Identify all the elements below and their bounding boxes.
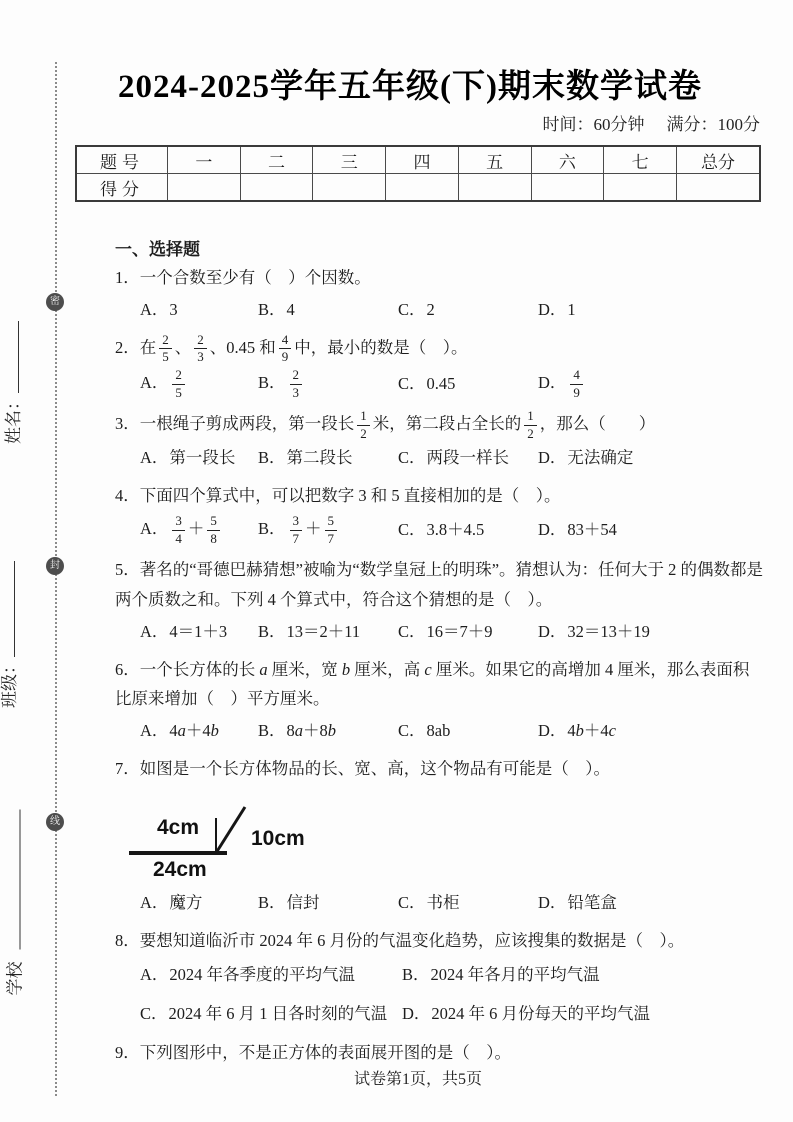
option-letter: C． [398, 374, 426, 394]
fraction-numerator: 2 [172, 368, 185, 385]
name-label: 姓名： [4, 393, 23, 444]
text-segment: ＋8 [303, 720, 328, 740]
text-segment: 7．如图是一个长方体物品的长、宽、高，这个物品有可能是（ ）。 [115, 759, 610, 779]
seal-dashed-line [55, 62, 57, 1096]
text-segment: 8．要想知道临沂市 2024 年 6 月份的气温变化趋势，应该搜集的数据是（ ）。 [115, 930, 685, 950]
text-segment: 4 [169, 720, 178, 740]
option-D [538, 444, 765, 472]
fraction-numerator: 4 [570, 368, 583, 385]
option-C [398, 370, 538, 398]
fraction [172, 368, 185, 400]
text-segment: 16＝7＋9 [426, 621, 493, 641]
option-letter: D． [538, 520, 567, 540]
option-letter: C． [398, 299, 426, 319]
text-segment: 4＝1＋3 [169, 621, 228, 641]
score-empty-cell [458, 174, 531, 202]
option-letter: B． [258, 372, 286, 392]
height-line [216, 807, 245, 853]
fraction-numerator: 5 [325, 514, 338, 531]
section-title: 一、选择题 [115, 240, 200, 259]
text-segment: 魔方 [169, 892, 203, 912]
text-segment: 厘米，宽 [267, 659, 342, 679]
text-segment: 厘米，高 [350, 659, 425, 679]
fraction-denominator: 4 [175, 530, 182, 546]
text-segment: 2．在 [115, 337, 157, 357]
option-letter: B． [258, 299, 286, 319]
text-segment: 无法确定 [567, 448, 634, 468]
score-cell-header: 四 [386, 146, 459, 174]
school-field [1, 810, 26, 996]
text-segment: ＋ [305, 518, 322, 538]
question-text [115, 333, 765, 365]
text-segment: 1 [567, 299, 576, 319]
text-segment: 3 [169, 299, 178, 319]
question-text [115, 926, 765, 956]
score-table-header-row [76, 146, 760, 174]
text-segment: 5．著名的“哥德巴赫猜想”被喻为“数学皇冠上的明珠”。猜想认为：任何大于 2 的偶数都是两个质数之和。下列 4 个算式中，符合这个猜想的是（ ）。 [115, 560, 764, 609]
fraction-numerator: 2 [290, 368, 303, 385]
score-table [75, 145, 761, 202]
questions [115, 256, 765, 1069]
fraction-denominator: 2 [360, 425, 367, 441]
score-cell-header: 一 [168, 146, 241, 174]
dimensions-diagram [115, 796, 330, 880]
fraction [194, 333, 207, 365]
score-empty-cell [604, 174, 677, 202]
fraction-denominator: 9 [573, 384, 580, 400]
options-group [115, 368, 765, 400]
question-2 [115, 333, 765, 400]
option-B [258, 444, 398, 472]
fraction-numerator: 4 [279, 333, 292, 350]
option-letter: C． [398, 621, 426, 641]
fraction [172, 514, 185, 546]
option-letter: C． [398, 892, 426, 912]
question-text [115, 754, 765, 784]
text-segment: 3．一根绳子剪成两段，第一段长 [115, 414, 355, 434]
text-segment: ＋4 [185, 720, 211, 740]
score-cell-header: 总分 [677, 146, 761, 174]
score-empty-cell [168, 174, 241, 202]
options-group [115, 717, 765, 745]
option-letter: C． [398, 520, 426, 540]
question-text [115, 409, 765, 441]
option-A [140, 514, 258, 546]
fraction [570, 368, 583, 400]
option-A [140, 618, 258, 646]
text-segment: 米，第二段占全长的 [372, 414, 522, 434]
text-segment: 信封 [286, 892, 320, 912]
fraction-numerator: 2 [194, 333, 207, 350]
text-segment: 83＋54 [567, 520, 617, 540]
fraction-denominator: 7 [292, 530, 300, 546]
text-segment: ＋ [187, 518, 205, 538]
italic-variable: b [341, 659, 351, 679]
option-A [140, 717, 258, 745]
width-dimension-label: 4cm [157, 815, 200, 839]
text-segment: 32＝13＋19 [567, 621, 650, 641]
score-cell-header: 二 [240, 146, 313, 174]
length-dimension-label: 24cm [153, 857, 207, 880]
option-letter: C． [398, 720, 426, 740]
score-cell-header: 六 [531, 146, 604, 174]
fraction-numerator: 3 [290, 514, 303, 531]
question-4 [115, 481, 765, 546]
option-D [538, 717, 765, 745]
option-C [398, 444, 538, 472]
option-letter: C． [398, 448, 426, 468]
question-text [115, 555, 765, 614]
text-segment: 4 [286, 299, 295, 319]
italic-variable: c [608, 720, 616, 740]
name-field [0, 321, 24, 444]
text-segment: 4 [567, 720, 576, 740]
question-number-header: 题号 [76, 146, 168, 174]
score-row-label: 得分 [76, 174, 168, 202]
fraction [159, 333, 172, 365]
seal-stamp-mi: 密 [46, 293, 64, 311]
option-letter: A． [140, 621, 169, 641]
option-B [258, 514, 398, 546]
class-blank-line [0, 561, 15, 657]
option-C [140, 1000, 402, 1028]
score-empty-cell [531, 174, 604, 202]
option-letter: A． [140, 518, 169, 538]
text-segment: 2024 年各季度的平均气温 [169, 965, 356, 985]
text-segment: 、 [174, 337, 192, 357]
text-segment: 1．一个合数至少有（ ）个因数。 [115, 268, 371, 287]
fraction [290, 514, 303, 546]
question-1 [115, 263, 765, 324]
text-segment: 2024 年各月的平均气温 [430, 965, 600, 985]
text-segment: 0.45 [426, 374, 456, 394]
option-letter: A． [140, 372, 169, 392]
option-A [140, 961, 402, 989]
question-text [115, 481, 765, 511]
options-group [115, 618, 765, 646]
options-group [115, 444, 765, 472]
text-segment: 书柜 [426, 892, 460, 912]
option-letter: B． [258, 892, 286, 912]
question-7 [115, 754, 765, 917]
italic-variable: a [177, 720, 186, 740]
question-3 [115, 409, 765, 472]
fraction-numerator: 1 [357, 409, 370, 426]
fraction-numerator: 5 [207, 514, 220, 531]
option-letter: C． [140, 1003, 168, 1023]
option-D [538, 889, 765, 917]
fraction-denominator: 3 [292, 384, 300, 400]
score-empty-cell [386, 174, 459, 202]
option-B [258, 368, 398, 400]
option-letter: B． [258, 518, 286, 538]
fraction-denominator: 5 [162, 349, 169, 365]
fraction [357, 409, 370, 441]
option-D [538, 296, 765, 324]
class-label: 班级： [0, 657, 19, 708]
option-letter: B． [258, 448, 286, 468]
question-8 [115, 926, 765, 1028]
text-segment: 8 [286, 720, 295, 740]
seal-stamp-xian: 线 [46, 813, 64, 831]
score-empty-cell [240, 174, 313, 202]
fraction [524, 409, 537, 441]
score-cell-header: 五 [458, 146, 531, 174]
option-C [398, 618, 538, 646]
option-C [398, 717, 538, 745]
question-text [115, 655, 765, 714]
option-letter: D． [538, 621, 567, 641]
italic-variable: b [327, 720, 337, 740]
school-label: 学校 [5, 961, 25, 996]
option-D [402, 1000, 765, 1028]
class-field [0, 561, 20, 708]
text-segment: 第一段长 [169, 448, 236, 468]
question-text [115, 263, 765, 293]
exam-title: 2024-2025学年五年级(下)期末数学试卷 [118, 69, 702, 105]
option-letter: B． [258, 720, 286, 740]
fraction [325, 514, 338, 546]
time-limit: 时间：60分钟 [542, 115, 645, 134]
text-segment: 中，最小的数是（ ）。 [294, 337, 468, 357]
fraction-denominator: 2 [527, 425, 534, 441]
score-table-score-row [76, 174, 760, 202]
text-segment: 2024 年 6 月 1 日各时刻的气温 [168, 1003, 388, 1023]
text-segment: 9．下列图形中，不是正方体的表面展开图的是（ ）。 [115, 1042, 511, 1062]
score-cell-header: 七 [604, 146, 677, 174]
option-letter: D． [538, 448, 567, 468]
options-group [115, 514, 765, 546]
text-segment: 3.8＋4.5 [426, 520, 485, 540]
option-B [258, 889, 398, 917]
fraction-numerator: 1 [524, 409, 537, 426]
page-footer: 试卷第1页，共5页 [353, 1071, 482, 1088]
fraction-denominator: 8 [210, 530, 217, 546]
italic-variable: c [424, 659, 432, 679]
option-D [538, 516, 765, 544]
fraction [279, 333, 292, 365]
italic-variable: a [259, 659, 268, 679]
option-B [402, 961, 765, 989]
fraction-numerator: 3 [172, 514, 185, 531]
text-segment: 、0.45 和 [209, 337, 276, 357]
options-group [115, 889, 765, 917]
question-9 [115, 1038, 765, 1068]
question7-figure [115, 796, 765, 885]
italic-variable: a [294, 720, 304, 740]
score-cell-header: 三 [313, 146, 386, 174]
option-A [140, 889, 258, 917]
fraction-denominator: 7 [327, 530, 335, 546]
seal-stamp-feng: 封 [46, 557, 64, 575]
question-text [115, 1038, 765, 1068]
option-D [538, 368, 765, 400]
option-C [398, 516, 538, 544]
text-segment: 6．一个长方体的长 [115, 659, 260, 679]
exam-info [521, 110, 761, 135]
italic-variable: b [575, 720, 584, 740]
text-segment: 第二段长 [286, 448, 353, 468]
text-segment: 13＝2＋11 [286, 621, 361, 641]
options-group [115, 296, 765, 324]
fraction-denominator: 9 [281, 349, 289, 365]
option-letter: D． [538, 372, 567, 392]
text-segment: ＋4 [583, 720, 609, 740]
option-letter: D． [402, 1003, 431, 1023]
option-letter: A． [140, 299, 169, 319]
score-empty-cell [677, 174, 761, 202]
option-C [398, 889, 538, 917]
option-A [140, 368, 258, 400]
text-segment: 2 [426, 299, 435, 319]
text-segment: 2024 年 6 月份每天的平均气温 [431, 1003, 651, 1023]
option-C [398, 296, 538, 324]
italic-variable: b [210, 720, 219, 740]
option-B [258, 717, 398, 745]
option-letter: D． [538, 299, 567, 319]
school-blank-line [5, 810, 20, 950]
option-D [538, 618, 765, 646]
height-dimension-label: 10cm [251, 826, 305, 850]
option-B [258, 296, 398, 324]
option-letter: A． [140, 892, 169, 912]
option-A [140, 444, 258, 472]
option-A [140, 296, 258, 324]
option-letter: A． [140, 965, 169, 985]
fraction-denominator: 3 [197, 349, 204, 365]
options-group [115, 961, 765, 1027]
full-score: 满分：100分 [666, 115, 760, 134]
question-5 [115, 555, 765, 645]
option-letter: A． [140, 720, 169, 740]
option-letter: B． [402, 965, 430, 985]
option-letter: D． [538, 720, 567, 740]
text-segment: ，那么（ ） [539, 414, 656, 434]
name-blank-line [4, 321, 19, 393]
text-segment: 铅笔盒 [567, 892, 617, 912]
fraction-denominator: 5 [175, 384, 182, 400]
fraction-numerator: 2 [159, 333, 172, 350]
fraction [207, 514, 220, 546]
option-letter: A． [140, 448, 169, 468]
text-segment: 厘米。如果它的高增加 4 厘米，那么表面积比原来增加（ ）平方厘米。 [115, 659, 750, 709]
question-6 [115, 655, 765, 745]
fraction [290, 368, 303, 400]
option-B [258, 618, 398, 646]
text-segment: 8ab [426, 720, 451, 740]
score-empty-cell [313, 174, 386, 202]
text-segment: 两段一样长 [426, 448, 510, 468]
option-letter: D． [538, 892, 567, 912]
option-letter: B． [258, 621, 286, 641]
text-segment: 4．下面四个算式中，可以把数字 3 和 5 直接相加的是（ ）。 [115, 486, 561, 506]
